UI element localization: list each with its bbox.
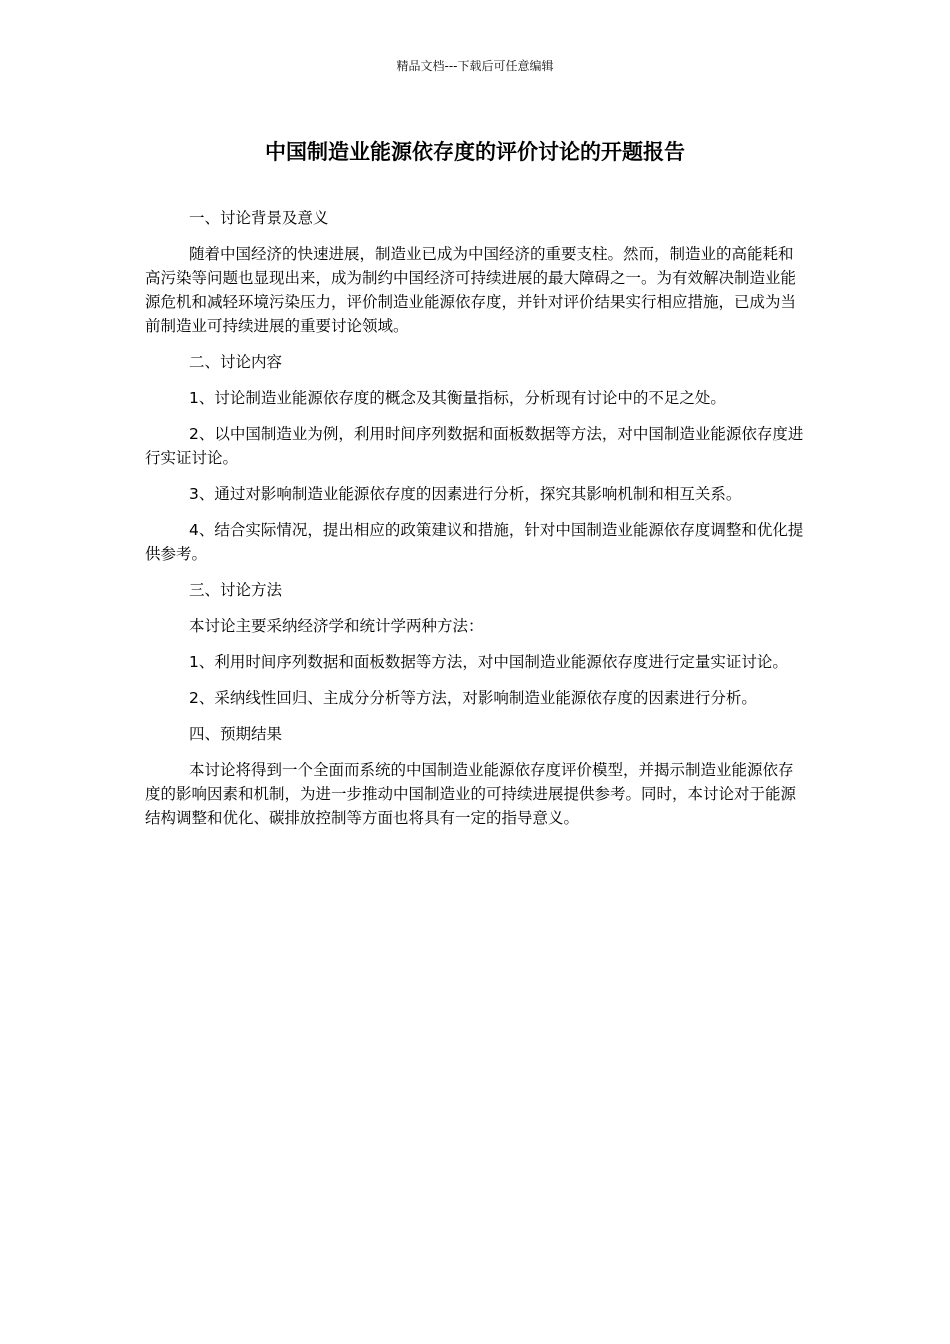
section-heading-methods: 三、讨论方法 <box>189 581 283 599</box>
methods-item-2: 2、采纳线性回归、主成分分析等方法，对影响制造业能源依存度的因素进行分析。 <box>189 689 757 707</box>
methods-item-1: 1、利用时间序列数据和面板数据等方法，对中国制造业能源依存度进行定量实证讨论。 <box>189 653 788 671</box>
paragraph-background: 随着中国经济的快速进展，制造业已成为中国经济的重要支柱。然而，制造业的高能耗和高污染等问题也显现出来，成为制约中国经济可持续进展的最大障碍之一。为有效解决制造业能源危机和减轻环境污染压力，评价制造业能源依存度，并针对评价结果实行相应措施，已成为当前制造业可持续进展的重要讨论领域。 <box>145 245 797 335</box>
paragraph-expected-results: 本讨论将得到一个全面而系统的中国制造业能源依存度评价模型，并揭示制造业能源依存度的影响因素和机制，为进一步推动中国制造业的可持续进展提供参考。同时，本讨论对于能源结构调整和优化、碳排放控制等方面也将具有一定的指导意义。 <box>145 761 797 827</box>
document-body <box>145 206 807 842</box>
content-item-4: 4、结合实际情况，提出相应的政策建议和措施，针对中国制造业能源依存度调整和优化提供参考。 <box>145 521 804 563</box>
content-item-3: 3、通过对影响制造业能源依存度的因素进行分析，探究其影响机制和相互关系。 <box>189 485 742 503</box>
content-item-2: 2、以中国制造业为例，利用时间序列数据和面板数据等方法，对中国制造业能源依存度进行实证讨论。 <box>145 425 804 467</box>
header-note: 精品文档---下载后可任意编辑 <box>396 59 554 73</box>
section-heading-results: 四、预期结果 <box>189 725 283 743</box>
methods-intro: 本讨论主要采纳经济学和统计学两种方法： <box>189 617 484 635</box>
section-heading-content: 二、讨论内容 <box>189 353 283 371</box>
content-item-1: 1、讨论制造业能源依存度的概念及其衡量指标，分析现有讨论中的不足之处。 <box>189 389 726 407</box>
document-title: 中国制造业能源依存度的评价讨论的开题报告 <box>265 140 685 164</box>
section-heading-background: 一、讨论背景及意义 <box>189 209 329 227</box>
